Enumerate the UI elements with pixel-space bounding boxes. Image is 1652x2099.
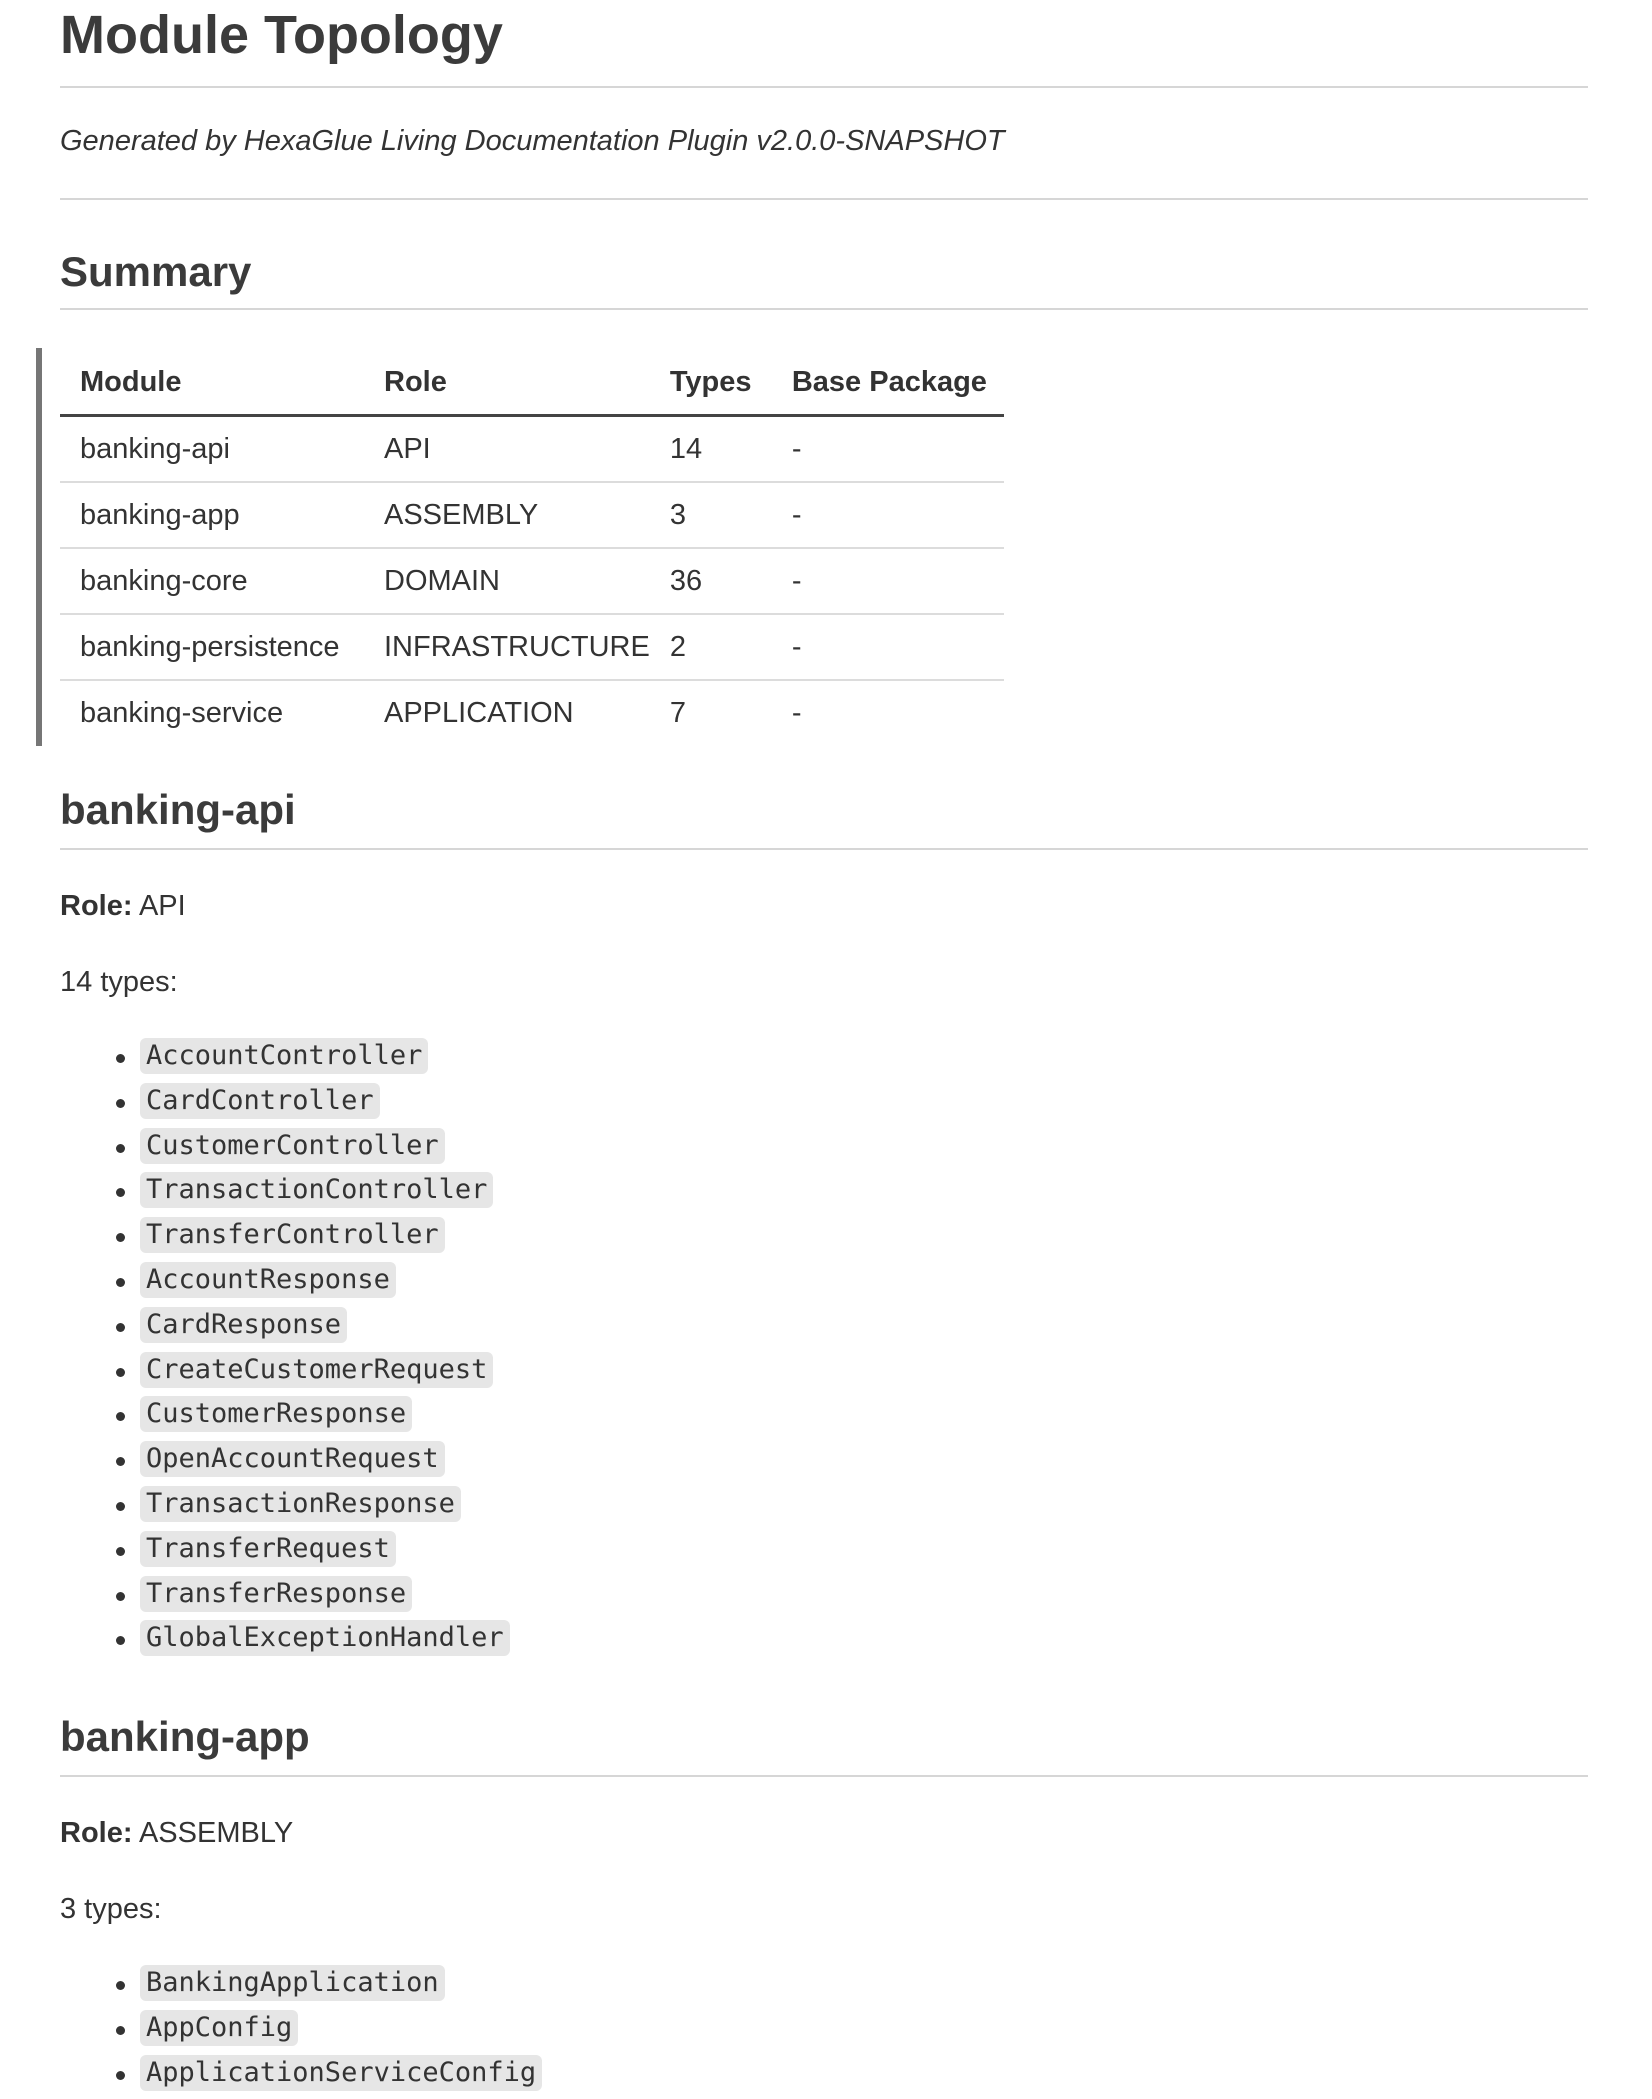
type-name: AppConfig: [140, 2010, 298, 2046]
cell-role: API: [364, 416, 650, 483]
type-name: TransactionController: [140, 1172, 493, 1208]
module-heading: banking-app: [60, 1711, 1588, 1777]
types-count: 14 types:: [60, 966, 178, 998]
list-item: [60, 1352, 1588, 1397]
list-item: [60, 1486, 1588, 1531]
cell-base-package: -: [772, 416, 1004, 483]
cell-module: banking-persistence: [60, 614, 364, 680]
type-name: GlobalExceptionHandler: [140, 1620, 510, 1656]
module-role-line: [60, 1815, 1588, 1851]
column-header-role: Role: [364, 348, 650, 416]
list-item: [60, 1531, 1588, 1576]
column-header-base-package: Base Package: [772, 348, 1004, 416]
table-header-row: [60, 348, 1004, 416]
module-role-line: [60, 888, 1588, 924]
type-name: TransferResponse: [140, 1576, 412, 1612]
cell-role: INFRASTRUCTURE: [364, 614, 650, 680]
cell-role: ASSEMBLY: [364, 482, 650, 548]
type-name: AccountResponse: [140, 1262, 396, 1298]
type-name: TransactionResponse: [140, 1486, 461, 1522]
cell-base-package: -: [791, 696, 802, 729]
list-item: [60, 1965, 1588, 2010]
cell-role: DOMAIN: [364, 548, 650, 614]
cell-role: APPLICATION: [384, 696, 574, 729]
type-name: AccountController: [140, 1038, 428, 1074]
list-item: [60, 1083, 1588, 1128]
list-item: [60, 1038, 1588, 1083]
role-label: Role:: [60, 1817, 133, 1849]
module-heading: banking-api: [60, 784, 1588, 850]
cell-module: banking-app: [60, 482, 364, 548]
type-name: CustomerResponse: [140, 1396, 412, 1432]
cell-module: banking-service: [80, 696, 284, 729]
type-name: TransferController: [140, 1217, 445, 1253]
list-item: [60, 1441, 1588, 1486]
cell-types: 14: [650, 416, 772, 483]
module-section-banking-app: [60, 1711, 1588, 2099]
list-item: [60, 1262, 1588, 1307]
types-list: [60, 1965, 1588, 2099]
role-label: Role:: [60, 890, 133, 922]
cell-types: 2: [650, 614, 772, 680]
type-name: OpenAccountRequest: [140, 1441, 445, 1477]
generated-by-note: Generated by HexaGlue Living Documentation Plugin v2.0.0-SNAPSHOT: [60, 125, 1005, 157]
type-name: TransferRequest: [140, 1531, 396, 1567]
cell-module: banking-core: [60, 548, 364, 614]
list-item: [60, 1172, 1588, 1217]
cell-types: 7: [669, 696, 686, 729]
table-row: [60, 548, 1004, 614]
cell-types: 36: [650, 548, 772, 614]
type-name: CreateCustomerRequest: [140, 1352, 493, 1388]
page-title: Module Topology: [60, 0, 1588, 88]
table-row: [60, 614, 1004, 680]
cell-module: banking-api: [60, 416, 364, 483]
summary-heading: Summary: [60, 246, 1588, 310]
list-item: [60, 1307, 1588, 1352]
list-item: [60, 1396, 1588, 1441]
cell-base-package: -: [772, 614, 1004, 680]
summary-table-blockquote: [36, 348, 1026, 746]
table-row: [60, 680, 1004, 745]
list-item: [60, 2010, 1588, 2055]
cell-base-package: -: [772, 548, 1004, 614]
table-row: [60, 416, 1004, 483]
table-row: [60, 482, 1004, 548]
role-value: API: [138, 890, 186, 922]
column-header-module: Module: [60, 348, 364, 416]
role-value: ASSEMBLY: [138, 1817, 294, 1849]
cell-types: 3: [650, 482, 772, 548]
column-header-types: Types: [650, 348, 772, 416]
list-item: [60, 1576, 1588, 1621]
cell-base-package: -: [772, 482, 1004, 548]
list-item: [60, 1217, 1588, 1262]
list-item: [60, 2055, 1588, 2099]
module-section-banking-api: [60, 784, 1588, 1665]
type-name: CustomerController: [140, 1128, 445, 1164]
type-name: CardResponse: [140, 1307, 347, 1343]
type-name: ApplicationServiceConfig: [140, 2055, 542, 2091]
list-item: [60, 1128, 1588, 1173]
horizontal-rule: [60, 198, 1588, 200]
type-name: BankingApplication: [140, 1965, 445, 2001]
list-item: [60, 1620, 1588, 1665]
document-page: [60, 0, 1588, 2088]
types-count: 3 types:: [60, 1893, 162, 1925]
types-list: [60, 1038, 1588, 1665]
type-name: CardController: [140, 1083, 380, 1119]
summary-table: [60, 348, 1004, 745]
